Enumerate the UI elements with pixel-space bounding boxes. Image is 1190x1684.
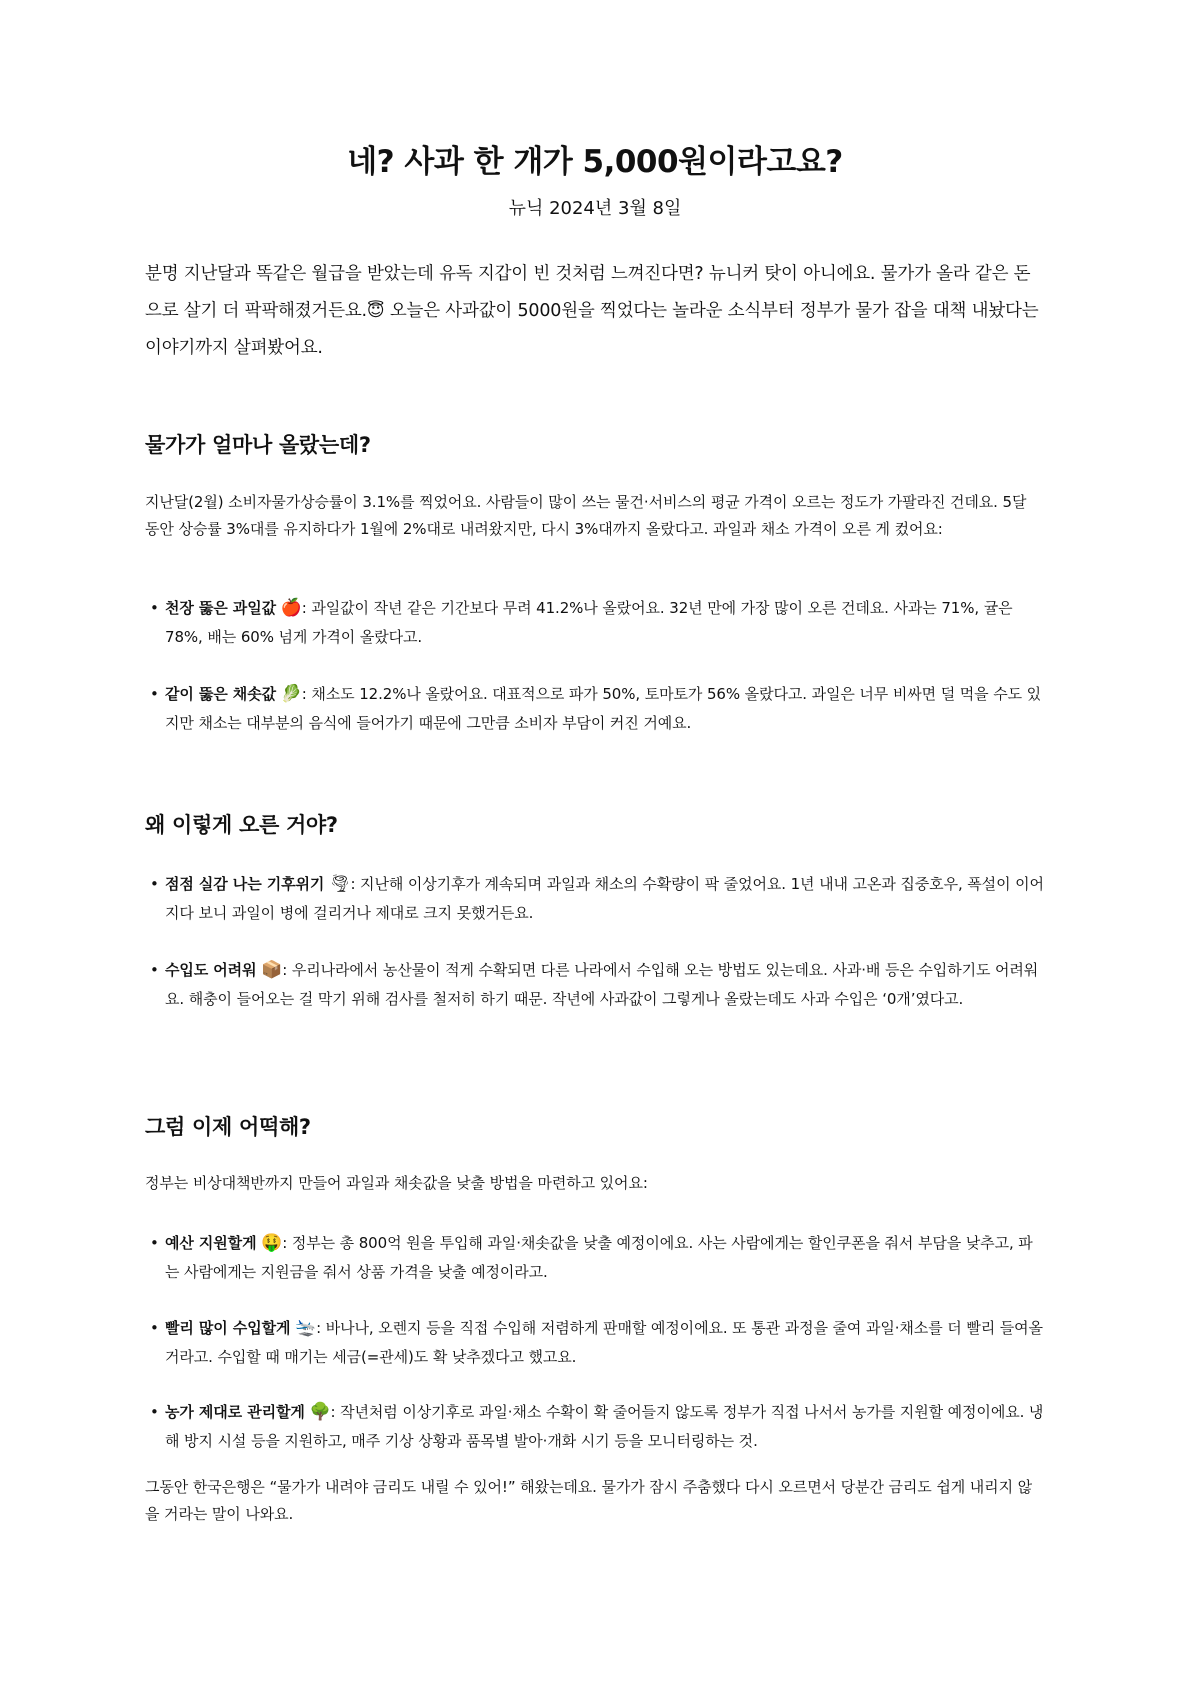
section-heading-why: 왜 이렇게 오른 거야? (145, 813, 338, 837)
airplane-arrival-emoji-icon: 🛬 (295, 1318, 317, 1338)
section3-paragraph: 정부는 비상대책반까지 만들어 과일과 채솟값을 낮출 방법을 마련하고 있어요: (145, 1174, 648, 1192)
bullet-label: 예산 지원할게 (165, 1234, 257, 1252)
tornado-emoji-icon: 🌪 (328, 874, 351, 894)
bullet-label: 천장 뚫은 과일값 (165, 599, 276, 617)
bullet-text: : 채소도 12.2%나 올랐어요. 대표적으로 파가 50%, 토마토가 56% 올랐다고. 과일은 너무 비싸면 덜 먹을 수도 있지만 채소는 대부분의 음식에 들어가기 때문에 그만큼 소비자 부담이 커진 거예요. (165, 685, 1042, 732)
tree-emoji-icon: 🌳 (309, 1402, 331, 1422)
intro-text-1: 분명 지난달과 똑같은 월급을 받았는데 유독 지갑이 빈 것처럼 느껴진다면? 뉴니커 탓이 아니에요. 물가가 올라 같은 돈으로 살기 더 팍팍해졌거든요. (145, 264, 1031, 321)
bullet-dot: • (150, 599, 159, 617)
intro-text-2: 오늘은 사과값이 5000원을 찍었다는 놀라운 소식부터 정부가 물가 잡을 대책 내놨다는 이야기까지 살펴봤어요. (145, 301, 1039, 358)
bullet-label: 같이 뚫은 채솟값 (165, 685, 276, 703)
article-byline: 뉴닉 2024년 3월 8일 (508, 198, 682, 219)
bullet-label: 빨리 많이 수입할게 (165, 1319, 291, 1337)
bullet-dot: • (150, 1403, 159, 1421)
bullet-text: : 우리나라에서 농산물이 적게 수확되면 다른 나라에서 수입해 오는 방법도 있는데요. 사과·배 등은 수입하기도 어려워요. 해충이 들어오는 걸 막기 위해 검사를 철저히 하기 때문. 작년에 사과값이 그렇게나 올랐는데도 사과 수입은 ‘0개’였다고. (165, 961, 1039, 1008)
bullet-dot: • (150, 961, 159, 979)
closing-paragraph: 그동안 한국은행은 “물가가 내려야 금리도 내릴 수 있어!” 해왔는데요. 물가가 잠시 주춤했다 다시 오르면서 당분간 금리도 쉽게 내리지 않을 거라는 말이 나와요. (145, 1478, 1033, 1523)
bullet-dot: • (150, 875, 159, 893)
bullet-fruit-prices (150, 594, 1045, 651)
bullet-vegetable-prices (150, 680, 1045, 737)
smiling-halo-emoji-icon: 😇 (366, 301, 385, 321)
bullet-label: 농가 제대로 관리할게 (165, 1403, 305, 1421)
section-heading-price-rise: 물가가 얼마나 올랐는데? (145, 433, 371, 457)
bullet-label: 수입도 어려워 (165, 961, 257, 979)
bullet-dot: • (150, 1234, 159, 1252)
bullet-text: : 작년처럼 이상기후로 과일·채소 수확이 확 줄어들지 않도록 정부가 직접 나서서 농가를 지원할 예정이에요. 냉해 방지 시설 등을 지원하고, 매주 기상 상황과 품목별 발아·개화 시기 등을 모니터링하는 것. (165, 1403, 1044, 1450)
bullet-fast-imports (150, 1314, 1045, 1371)
intro-paragraph (145, 256, 1045, 367)
section1-paragraph: 지난달(2월) 소비자물가상승률이 3.1%를 찍었어요. 사람들이 많이 쓰는 물건·서비스의 평균 가격이 오르는 정도가 가팔라진 건데요. 5달 동안 상승률 3%대를 유지하다가 1월에 2%대로 내려왔지만, 다시 3%대까지 올랐다고. 과일과 채소 가격이 오른 게 컸어요: (145, 493, 1027, 538)
bullet-text: : 정부는 총 800억 원을 투입해 과일·채솟값을 낮출 예정이에요. 사는 사람에게는 할인쿠폰을 줘서 부담을 낮추고, 파는 사람에게는 지원금을 줘서 상품 가격을 낮출 예정이라고. (165, 1234, 1033, 1281)
section-heading-what-now: 그럼 이제 어떡해? (145, 1115, 311, 1139)
bullet-text: : 과일값이 작년 같은 기간보다 무려 41.2%나 올랐어요. 32년 만에 가장 많이 오른 건데요. 사과는 71%, 귤은 78%, 배는 60% 넘게 가격이 올랐다고. (165, 599, 1013, 646)
money-mouth-emoji-icon: 🤑 (261, 1233, 283, 1253)
leafy-green-emoji-icon: 🥬 (280, 684, 302, 704)
bullet-text: : 바나나, 오렌지 등을 직접 수입해 저렴하게 판매할 예정이에요. 또 통관 과정을 줄여 과일·채소를 더 빨리 들여올 거라고. 수입할 때 매기는 세금(=관세)도 확 낮추겠다고 했고요. (165, 1319, 1043, 1366)
bullet-dot: • (150, 1319, 159, 1337)
bullet-dot: • (150, 685, 159, 703)
bullet-budget-support (150, 1229, 1045, 1286)
bullet-farm-management (150, 1398, 1045, 1455)
bullet-label: 점점 실감 나는 기후위기 (165, 875, 325, 893)
package-emoji-icon: 📦 (261, 960, 283, 980)
apple-emoji-icon: 🍎 (280, 598, 302, 618)
bullet-import-difficulty (150, 956, 1045, 1013)
article-title: 네? 사과 한 개가 5,000원이라고요? (347, 144, 843, 180)
bullet-climate-crisis (150, 870, 1045, 927)
bullet-text: : 지난해 이상기후가 계속되며 과일과 채소의 수확량이 팍 줄었어요. 1년 내내 고온과 집중호우, 폭설이 이어지다 보니 과일이 병에 걸리거나 제대로 크지 못했거든요. (165, 875, 1044, 922)
